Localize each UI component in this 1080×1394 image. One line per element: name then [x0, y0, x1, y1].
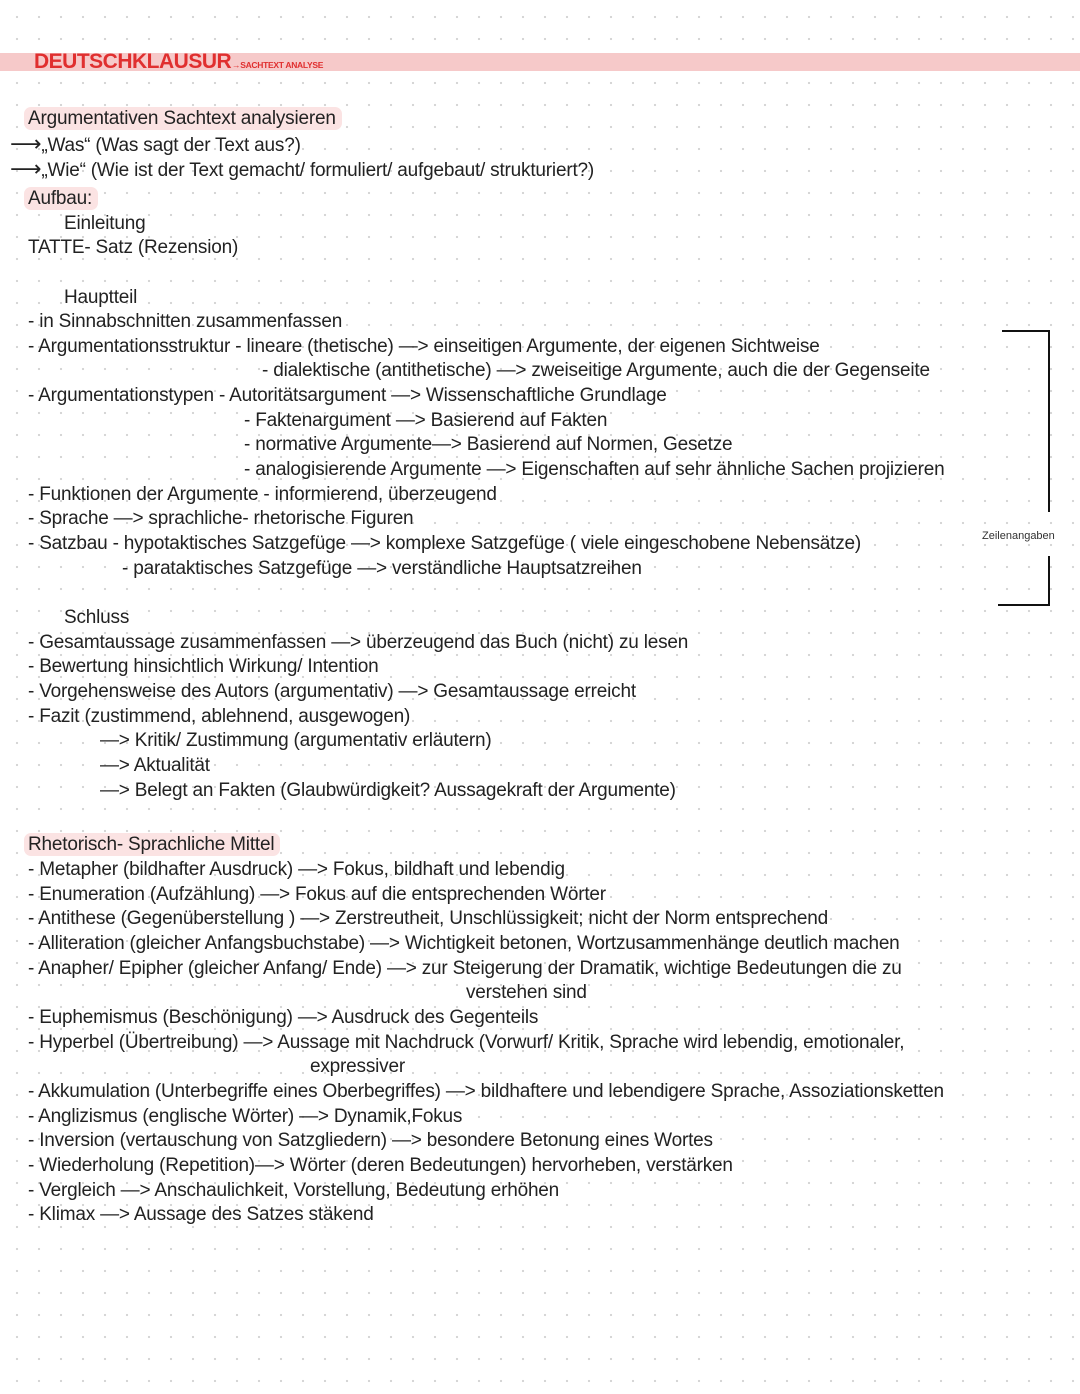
bracket-top: [1002, 330, 1050, 512]
hauptteil-line: - dialektische (antithetische) —> zweiseitige Argumente, auch die der Gegenseite: [262, 360, 930, 381]
hauptteil-line: - Argumentationstypen - Autoritätsargument —> Wissenschaftliche Grundlage: [28, 385, 667, 406]
schluss-line: - Bewertung hinsichtlich Wirkung/ Intention: [28, 656, 379, 677]
hauptteil-line: - Sprache —> sprachliche- rhetorische Figuren: [28, 508, 414, 529]
arrow-icon: ⟶: [10, 131, 42, 156]
schluss-line: —> Kritik/ Zustimmung (argumentativ erläutern): [100, 730, 492, 751]
bracket-bottom: [998, 556, 1050, 606]
rhetorik-line: - Hyperbel (Übertreibung) —> Aussage mit Nachdruck (Vorwurf/ Kritik, Sprache wird lebendig, emotionaler,: [28, 1032, 905, 1053]
schluss-line: - Fazit (zustimmend, ablehnend, ausgewogen): [28, 706, 411, 727]
rhetorik-heading: Rhetorisch- Sprachliche Mittel: [24, 834, 280, 856]
schluss-line: - Vorgehensweise des Autors (argumentativ) —> Gesamtaussage erreicht: [28, 681, 636, 702]
schluss-heading: Schluss: [64, 607, 130, 628]
hauptteil-line: - in Sinnabschnitten zusammenfassen: [28, 311, 343, 332]
page-title: DEUTSCHKLAUSUR: [34, 50, 232, 73]
rhetorik-line: verstehen sind: [466, 982, 587, 1003]
side-note: Zeilenangaben: [982, 530, 1055, 542]
rhetorik-line: - Alliteration (gleicher Anfangsbuchstabe) —> Wichtigkeit betonen, Wortzusammenhänge deutlich machen: [28, 933, 900, 954]
hauptteil-line: - analogisierende Argumente —> Eigenschaften auf sehr ähnliche Sachen projizieren: [244, 459, 945, 480]
rhetorik-line: expressiver: [310, 1056, 405, 1077]
hauptteil-line: - Funktionen der Argumente - informierend, überzeugend: [28, 484, 497, 505]
rhetorik-line: - Enumeration (Aufzählung) —> Fokus auf die entsprechenden Wörter: [28, 884, 606, 905]
einleitung-heading: Einleitung: [64, 213, 146, 234]
rhetorik-line: - Wiederholung (Repetition)—> Wörter (deren Bedeutungen) hervorheben, verstärken: [28, 1155, 733, 1176]
hauptteil-line: - Faktenargument —> Basierend auf Fakten: [244, 410, 608, 431]
rhetorik-line: - Akkumulation (Unterbegriffe eines Oberbegriffes) —> bildhaftere und lebendigere Sprache, Assoziationsketten: [28, 1081, 944, 1102]
rhetorik-line: - Inversion (vertauschung von Satzgliedern) —> besondere Betonung eines Wortes: [28, 1130, 713, 1151]
hauptteil-line: - Argumentationsstruktur - lineare (thetische) —> einseitigen Argumente, der eigenen Sichtweise: [28, 336, 820, 357]
rhetorik-line: - Metapher (bildhafter Ausdruck) —> Fokus, bildhaft und lebendig: [28, 859, 565, 880]
hauptteil-line: - Satzbau - hypotaktisches Satzgefüge —> komplexe Satzgefüge ( viele eingeschobene Nebensätze): [28, 533, 862, 554]
section-heading-analyse: Argumentativen Sachtext analysieren: [24, 108, 342, 130]
arrow-icon: ⟶: [10, 156, 42, 181]
page-subtitle: →SACHTEXT ANALYSE: [232, 60, 324, 70]
hauptteil-line: - parataktisches Satzgefüge —> verständliche Hauptsatzreihen: [122, 558, 642, 579]
rhetorik-line: - Anapher/ Epipher (gleicher Anfang/ Ende) —> zur Steigerung der Dramatik, wichtige Bedeutungen die zu: [28, 958, 902, 979]
rhetorik-line: - Euphemismus (Beschönigung) —> Ausdruck des Gegenteils: [28, 1007, 539, 1028]
schluss-line: —> Belegt an Fakten (Glaubwürdigkeit? Aussagekraft der Argumente): [100, 780, 676, 801]
rhetorik-line: - Klimax —> Aussage des Satzes stäkend: [28, 1204, 374, 1225]
aufbau-label: Aufbau:: [24, 188, 98, 210]
hauptteil-heading: Hauptteil: [64, 287, 138, 308]
rhetorik-line: - Vergleich —> Anschaulichkeit, Vorstellung, Bedeutung erhöhen: [28, 1180, 560, 1201]
schluss-line: —> Aktualität: [100, 755, 210, 776]
hauptteil-line: - normative Argumente—> Basierend auf Normen, Gesetze: [244, 434, 733, 455]
rhetorik-line: - Antithese (Gegenüberstellung ) —> Zerstreutheit, Unschlüssigkeit; nicht der Norm entsprechend: [28, 908, 828, 929]
question-wie: ⟶„Wie“ (Wie ist der Text gemacht/ formuliert/ aufgebaut/ strukturiert?): [10, 156, 595, 181]
question-was: ⟶„Was“ (Was sagt der Text aus?): [10, 131, 301, 156]
rhetorik-line: - Anglizismus (englische Wörter) —> Dynamik,Fokus: [28, 1106, 463, 1127]
schluss-line: - Gesamtaussage zusammenfassen —> überzeugend das Buch (nicht) zu lesen: [28, 632, 689, 653]
einleitung-line: TATTE- Satz (Rezension): [28, 237, 239, 258]
